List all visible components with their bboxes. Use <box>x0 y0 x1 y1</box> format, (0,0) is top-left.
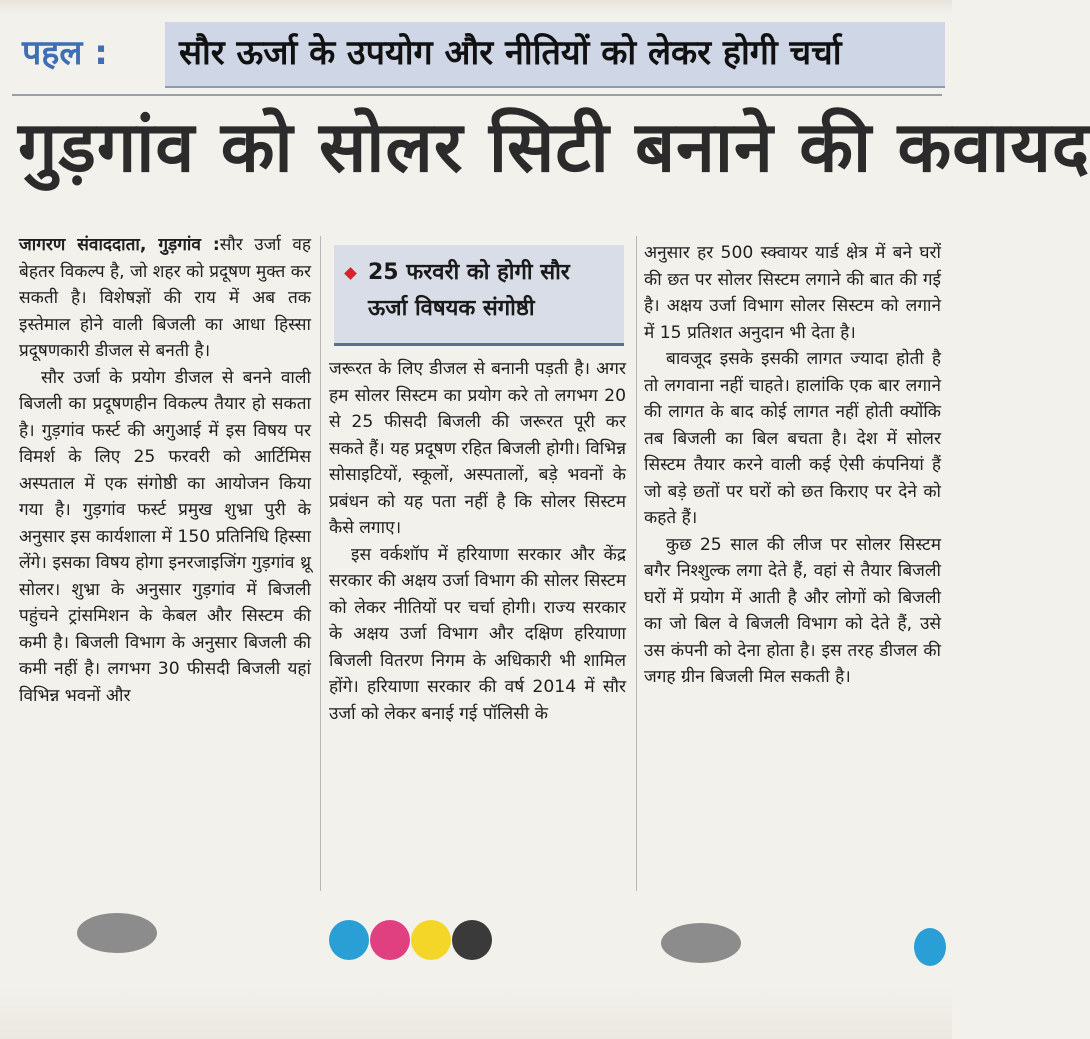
article-column-2 <box>329 356 626 727</box>
cyan-registration-dot-icon <box>914 928 946 966</box>
magenta-registration-dot-icon <box>370 920 410 960</box>
article-column-3 <box>644 240 941 691</box>
paragraph: अनुसार हर 500 स्क्वायर यार्ड क्षेत्र में बने घरों की छत पर सोलर सिस्टम लगाने की बात की गई है। अक्षय उर्जा विभाग सोलर सिस्टम को लगाने में 15 प्रतिशत अनुदान भी देता है। <box>644 243 941 343</box>
kicker-row <box>12 22 942 90</box>
kicker-text: सौर ऊर्जा के उपयोग और नीतियों को लेकर होगी चर्चा <box>179 33 842 73</box>
paragraph: जरूरत के लिए डीजल से बनानी पड़ती है। अगर हम सोलर सिस्टम का प्रयोग करे तो लगभग 20 से 25 फीसदी बिजली की जरूरत पूरी कर सकते हैं। यह प्रदूषण रहित बिजली होगी। विभिन्न सोसाइटियों, स्कूलों, अस्पतालों, बड़े भवनों के प्रबंधन को यह पता नहीं है कि सोलर सिस्टम कैसे लगाए। <box>329 359 626 538</box>
cyan-registration-dot-icon <box>329 920 369 960</box>
kicker-label: पहल : <box>22 33 108 73</box>
bullet-diamond-icon <box>344 267 357 280</box>
page-top-edge <box>0 0 952 14</box>
paragraph: बावजूद इसके इसकी लागत ज्यादा होती है तो लगवाना नहीं चाहते। हालांकि एक बार लगाने की लागत के बाद कोई लागत नहीं होती क्योंकि तब बिजली का बिल बचता है। देश में सोलर सिस्टम तैयार करने वाली कई ऐसी कंपनियां हैं जो बड़े छतों पर घरों को छत किराए पर देने को कहते हैं। <box>644 349 941 528</box>
subhead-box <box>334 245 624 346</box>
kicker-band <box>165 22 945 88</box>
paragraph-text: सौर उर्जा वह बेहतर विकल्प है, जो शहर को प्रदूषण मुक्त कर सकती है। विशेषज्ञों की राय में अब तक इस्तेमाल होने वाली बिजली का आधा हिस्सा प्रदूषणकारी डीजल से बनती है। <box>19 235 311 361</box>
yellow-registration-dot-icon <box>411 920 451 960</box>
column-divider <box>320 236 321 891</box>
kicker-rule <box>12 94 942 96</box>
dateline: जागरण संवाददाता, गुड़गांव : <box>19 235 220 255</box>
subhead-text: 25 फरवरी को होगी सौर ऊर्जा विषयक संगोष्ठी <box>368 260 570 321</box>
article-column-1 <box>19 232 311 709</box>
page-bottom-edge <box>0 985 952 1039</box>
paragraph <box>19 232 311 365</box>
black-registration-dot-icon <box>452 920 492 960</box>
registration-mark-icon <box>77 913 157 953</box>
column-divider <box>636 236 637 891</box>
registration-mark-icon <box>661 923 741 963</box>
headline: गुड़गांव को सोलर सिटी बनाने की कवायद <box>18 106 1090 188</box>
paragraph: सौर उर्जा के प्रयोग डीजल से बनने वाली बिजली का प्रदूषणहीन विकल्प तैयार हो सकता है। गुड़गांव फर्स्ट की अगुआई में इस विषय पर विमर्श के लिए 25 फरवरी को आर्टिमिस अस्पताल में एक संगोष्ठी का आयोजन किया गया है। गुड़गांव फर्स्ट प्रमुख शुभ्रा पुरी के अनुसार इस कार्यशाला में 150 प्रतिनिधि हिस्सा लेंगे। इसका विषय होगा इनरजाइजिंग गुड़गांव थ्रू सोलर। शुभ्रा के अनुसार गुड़गांव में बिजली पहुंचने ट्रांसमिशन के केबल और सिस्टम की कमी है। बिजली विभाग के अनुसार बिजली की कमी नहीं है। लगभग 30 फीसदी बिजली यहां विभिन्न भवनों और <box>19 367 311 706</box>
paragraph: कुछ 25 साल की लीज पर सोलर सिस्टम बगैर निश्शुल्क लगा देते हैं, वहां से तैयार बिजली घरों में प्रयोग में आती है और लोगों को बिजली का जो बिल वे बिजली विभाग को देते हैं, उसे उस कंपनी को देना होता है। इस तरह डीजल की जगह ग्रीन बिजली मिल सकती है। <box>644 534 941 687</box>
paragraph: इस वर्कशॉप में हरियाणा सरकार और केंद्र सरकार की अक्षय उर्जा विभाग की सोलर सिस्टम को लेकर नीतियों पर चर्चा होगी। राज्य सरकार के अक्षय उर्जा विभाग और दक्षिण हरियाणा बिजली वितरण निगम के अधिकारी भी शामिल होंगे। हरियाणा सरकार की वर्ष 2014 में सौर उर्जा को लेकर बनाई गई पॉलिसी के <box>329 544 626 724</box>
